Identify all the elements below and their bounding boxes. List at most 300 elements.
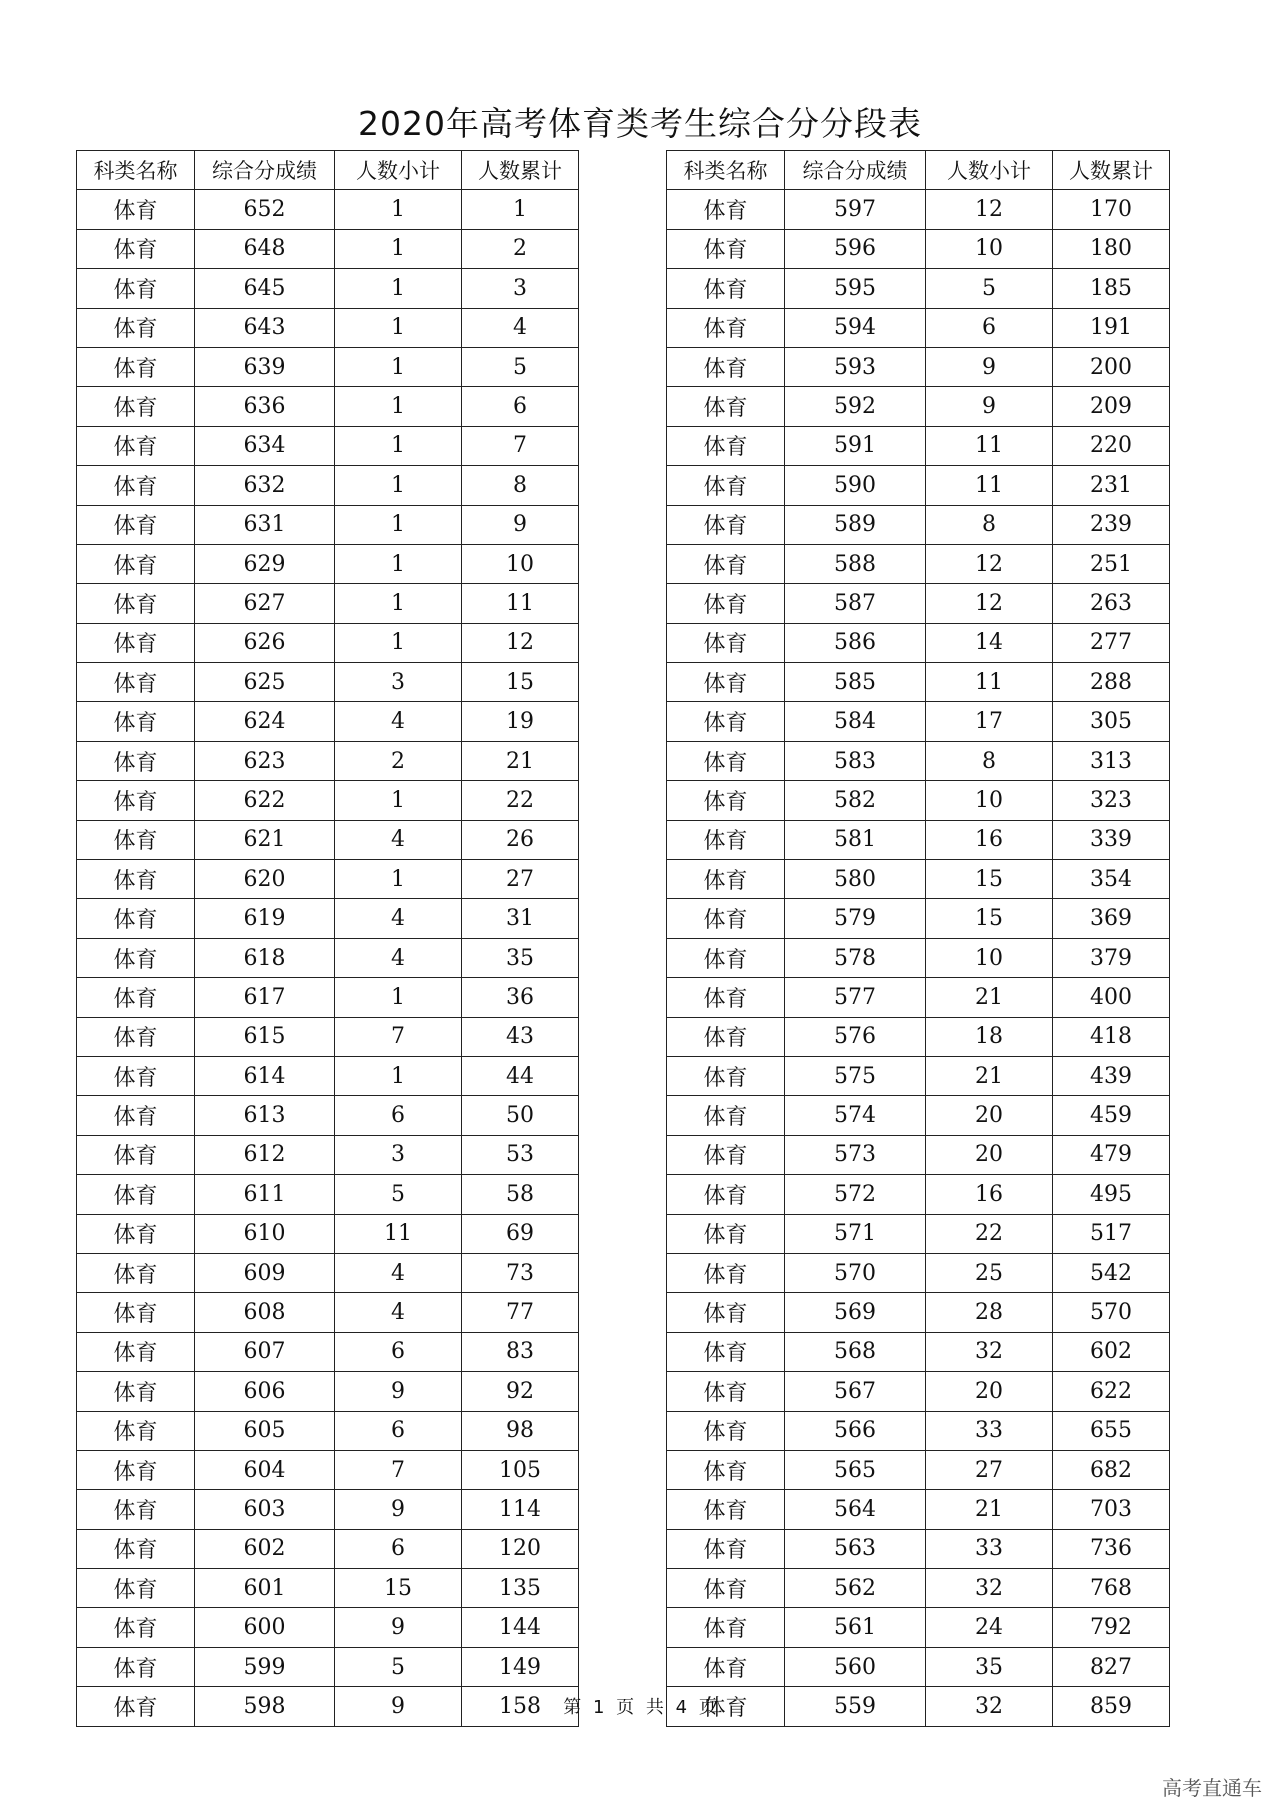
table-row (77, 466, 579, 505)
cell-count: 7 (335, 1450, 462, 1489)
page-title: 2020年高考体育类考生综合分分段表 (358, 104, 922, 143)
table-row (77, 387, 579, 426)
cell-cumulative: 44 (462, 1056, 579, 1095)
cell-cumulative: 149 (462, 1647, 579, 1686)
cell-count: 16 (926, 1175, 1053, 1214)
cell-count: 8 (926, 505, 1053, 544)
cell-score: 636 (195, 387, 335, 426)
cell-category: 体育 (667, 860, 785, 899)
cell-count: 10 (926, 938, 1053, 977)
cell-score: 560 (785, 1647, 926, 1686)
table-row (77, 584, 579, 623)
cell-count: 10 (926, 781, 1053, 820)
cell-category: 体育 (667, 1096, 785, 1135)
cell-count: 1 (335, 544, 462, 583)
cell-count: 1 (335, 860, 462, 899)
header-count: 人数小计 (335, 151, 462, 190)
cell-category: 体育 (667, 899, 785, 938)
cell-category: 体育 (77, 702, 195, 741)
cell-score: 625 (195, 663, 335, 702)
table-row (77, 1411, 579, 1450)
table-row (667, 505, 1170, 544)
cell-count: 1 (335, 584, 462, 623)
table-row (667, 1411, 1170, 1450)
cell-count: 11 (926, 426, 1053, 465)
header-cumulative: 人数累计 (1053, 151, 1170, 190)
cell-score: 618 (195, 938, 335, 977)
cell-count: 14 (926, 623, 1053, 662)
table-row (667, 387, 1170, 426)
cell-score: 592 (785, 387, 926, 426)
cell-count: 6 (335, 1096, 462, 1135)
cell-count: 4 (335, 820, 462, 859)
table-row (77, 505, 579, 544)
cell-count: 20 (926, 1135, 1053, 1174)
table-row (667, 308, 1170, 347)
header-score: 综合分成绩 (785, 151, 926, 190)
table-row (77, 1647, 579, 1686)
cell-count: 5 (335, 1647, 462, 1686)
cell-count: 2 (335, 741, 462, 780)
cell-category: 体育 (77, 978, 195, 1017)
cell-score: 567 (785, 1372, 926, 1411)
cell-cumulative: 92 (462, 1372, 579, 1411)
table-row (667, 623, 1170, 662)
table-row (77, 308, 579, 347)
cell-score: 569 (785, 1293, 926, 1332)
cell-score: 572 (785, 1175, 926, 1214)
cell-category: 体育 (77, 426, 195, 465)
cell-cumulative: 27 (462, 860, 579, 899)
table-row (667, 663, 1170, 702)
table-row (667, 1096, 1170, 1135)
cell-score: 568 (785, 1332, 926, 1371)
cell-score: 609 (195, 1253, 335, 1292)
watermark: 高考直通车 (1162, 1776, 1262, 1800)
cell-count: 9 (335, 1608, 462, 1647)
cell-score: 622 (195, 781, 335, 820)
cell-count: 32 (926, 1687, 1053, 1726)
cell-score: 565 (785, 1450, 926, 1489)
cell-score: 595 (785, 269, 926, 308)
cell-cumulative: 859 (1053, 1687, 1170, 1726)
cell-category: 体育 (667, 229, 785, 268)
table-row (667, 1490, 1170, 1529)
table-row (77, 190, 579, 229)
cell-cumulative: 602 (1053, 1332, 1170, 1371)
cell-score: 561 (785, 1608, 926, 1647)
table-row (77, 426, 579, 465)
table-row (667, 1608, 1170, 1647)
cell-cumulative: 15 (462, 663, 579, 702)
table-row (77, 229, 579, 268)
cell-cumulative: 98 (462, 1411, 579, 1450)
cell-cumulative: 339 (1053, 820, 1170, 859)
cell-category: 体育 (667, 1450, 785, 1489)
table-row (667, 1372, 1170, 1411)
cell-count: 15 (335, 1569, 462, 1608)
cell-count: 4 (335, 938, 462, 977)
cell-cumulative: 8 (462, 466, 579, 505)
cell-cumulative: 354 (1053, 860, 1170, 899)
cell-category: 体育 (667, 663, 785, 702)
cell-category: 体育 (667, 1687, 785, 1726)
cell-score: 566 (785, 1411, 926, 1450)
cell-category: 体育 (77, 781, 195, 820)
cell-score: 589 (785, 505, 926, 544)
table-row (667, 1214, 1170, 1253)
cell-count: 1 (335, 623, 462, 662)
cell-cumulative: 231 (1053, 466, 1170, 505)
table-row (667, 1175, 1170, 1214)
cell-score: 588 (785, 544, 926, 583)
cell-score: 648 (195, 229, 335, 268)
cell-category: 体育 (667, 820, 785, 859)
cell-count: 4 (335, 1253, 462, 1292)
cell-count: 1 (335, 308, 462, 347)
cell-category: 体育 (77, 269, 195, 308)
table-row (77, 741, 579, 780)
cell-score: 605 (195, 1411, 335, 1450)
table-row (77, 781, 579, 820)
cell-score: 602 (195, 1529, 335, 1568)
table-row (77, 1293, 579, 1332)
cell-count: 9 (926, 347, 1053, 386)
cell-score: 571 (785, 1214, 926, 1253)
cell-count: 6 (926, 308, 1053, 347)
cell-cumulative: 323 (1053, 781, 1170, 820)
table-row (667, 978, 1170, 1017)
cell-cumulative: 120 (462, 1529, 579, 1568)
cell-cumulative: 277 (1053, 623, 1170, 662)
cell-score: 597 (785, 190, 926, 229)
cell-score: 639 (195, 347, 335, 386)
cell-category: 体育 (667, 584, 785, 623)
cell-category: 体育 (77, 623, 195, 662)
cell-cumulative: 35 (462, 938, 579, 977)
cell-category: 体育 (667, 978, 785, 1017)
table-row (77, 1529, 579, 1568)
cell-category: 体育 (77, 308, 195, 347)
cell-category: 体育 (667, 1135, 785, 1174)
cell-score: 577 (785, 978, 926, 1017)
cell-category: 体育 (667, 1647, 785, 1686)
cell-category: 体育 (77, 1608, 195, 1647)
cell-count: 15 (926, 860, 1053, 899)
cell-score: 593 (785, 347, 926, 386)
table-header-row (667, 151, 1170, 190)
cell-category: 体育 (77, 544, 195, 583)
cell-category: 体育 (77, 1332, 195, 1371)
page-footer: 第 1 页 共 4 页 (563, 1697, 717, 1718)
table-row (77, 860, 579, 899)
cell-cumulative: 11 (462, 584, 579, 623)
cell-category: 体育 (77, 1253, 195, 1292)
cell-cumulative: 2 (462, 229, 579, 268)
cell-cumulative: 220 (1053, 426, 1170, 465)
cell-score: 612 (195, 1135, 335, 1174)
table-row (667, 347, 1170, 386)
cell-count: 28 (926, 1293, 1053, 1332)
table-row (667, 1450, 1170, 1489)
cell-category: 体育 (667, 544, 785, 583)
cell-count: 1 (335, 190, 462, 229)
table-row (667, 1056, 1170, 1095)
cell-cumulative: 77 (462, 1293, 579, 1332)
cell-category: 体育 (77, 466, 195, 505)
table-row (77, 1017, 579, 1056)
cell-score: 606 (195, 1372, 335, 1411)
cell-count: 32 (926, 1569, 1053, 1608)
cell-count: 33 (926, 1411, 1053, 1450)
table-row (77, 1056, 579, 1095)
cell-cumulative: 1 (462, 190, 579, 229)
table-row (667, 269, 1170, 308)
cell-cumulative: 26 (462, 820, 579, 859)
cell-category: 体育 (667, 1372, 785, 1411)
cell-score: 585 (785, 663, 926, 702)
cell-cumulative: 53 (462, 1135, 579, 1174)
cell-cumulative: 439 (1053, 1056, 1170, 1095)
cell-count: 4 (335, 899, 462, 938)
table-header-row (77, 151, 579, 190)
table-row (77, 1450, 579, 1489)
cell-count: 1 (335, 426, 462, 465)
table-row (667, 860, 1170, 899)
cell-cumulative: 736 (1053, 1529, 1170, 1568)
cell-cumulative: 400 (1053, 978, 1170, 1017)
cell-cumulative: 43 (462, 1017, 579, 1056)
cell-category: 体育 (77, 820, 195, 859)
cell-score: 623 (195, 741, 335, 780)
cell-cumulative: 792 (1053, 1608, 1170, 1647)
cell-score: 610 (195, 1214, 335, 1253)
table-row (77, 1175, 579, 1214)
cell-score: 570 (785, 1253, 926, 1292)
table-row (77, 1214, 579, 1253)
table-row (667, 584, 1170, 623)
header-score: 综合分成绩 (195, 151, 335, 190)
table-row (667, 426, 1170, 465)
table-row (667, 1253, 1170, 1292)
table-row (77, 899, 579, 938)
cell-score: 563 (785, 1529, 926, 1568)
cell-score: 574 (785, 1096, 926, 1135)
cell-count: 1 (335, 1056, 462, 1095)
cell-cumulative: 209 (1053, 387, 1170, 426)
cell-score: 581 (785, 820, 926, 859)
cell-cumulative: 7 (462, 426, 579, 465)
cell-count: 3 (335, 1135, 462, 1174)
score-table-right (666, 150, 1170, 1727)
cell-cumulative: 180 (1053, 229, 1170, 268)
cell-category: 体育 (77, 1411, 195, 1450)
cell-score: 600 (195, 1608, 335, 1647)
table-row (667, 190, 1170, 229)
cell-cumulative: 114 (462, 1490, 579, 1529)
cell-score: 652 (195, 190, 335, 229)
table-row (77, 938, 579, 977)
cell-category: 体育 (77, 663, 195, 702)
cell-count: 4 (335, 702, 462, 741)
cell-category: 体育 (77, 190, 195, 229)
cell-category: 体育 (667, 308, 785, 347)
table-row (667, 781, 1170, 820)
cell-count: 27 (926, 1450, 1053, 1489)
cell-cumulative: 6 (462, 387, 579, 426)
table-row (77, 1608, 579, 1647)
cell-score: 615 (195, 1017, 335, 1056)
cell-cumulative: 479 (1053, 1135, 1170, 1174)
table-row (77, 1096, 579, 1135)
table-row (667, 938, 1170, 977)
cell-category: 体育 (667, 1175, 785, 1214)
cell-score: 634 (195, 426, 335, 465)
cell-count: 1 (335, 269, 462, 308)
cell-score: 601 (195, 1569, 335, 1608)
cell-count: 1 (335, 978, 462, 1017)
cell-count: 12 (926, 190, 1053, 229)
cell-cumulative: 263 (1053, 584, 1170, 623)
cell-category: 体育 (77, 1096, 195, 1135)
cell-category: 体育 (77, 1490, 195, 1529)
table-row (667, 1135, 1170, 1174)
cell-category: 体育 (77, 1647, 195, 1686)
cell-cumulative: 251 (1053, 544, 1170, 583)
cell-category: 体育 (667, 1056, 785, 1095)
table-row (667, 1017, 1170, 1056)
header-category: 科类名称 (667, 151, 785, 190)
cell-count: 21 (926, 1490, 1053, 1529)
cell-cumulative: 158 (462, 1687, 579, 1726)
cell-category: 体育 (77, 1293, 195, 1332)
cell-score: 611 (195, 1175, 335, 1214)
cell-score: 614 (195, 1056, 335, 1095)
cell-score: 587 (785, 584, 926, 623)
cell-category: 体育 (667, 387, 785, 426)
cell-count: 22 (926, 1214, 1053, 1253)
cell-category: 体育 (77, 1450, 195, 1489)
cell-category: 体育 (667, 938, 785, 977)
cell-category: 体育 (77, 1214, 195, 1253)
cell-score: 576 (785, 1017, 926, 1056)
cell-score: 627 (195, 584, 335, 623)
cell-score: 583 (785, 741, 926, 780)
table-row (667, 1332, 1170, 1371)
cell-cumulative: 31 (462, 899, 579, 938)
cell-count: 1 (335, 505, 462, 544)
table-row (77, 978, 579, 1017)
cell-score: 594 (785, 308, 926, 347)
cell-cumulative: 19 (462, 702, 579, 741)
cell-count: 8 (926, 741, 1053, 780)
cell-score: 559 (785, 1687, 926, 1726)
cell-score: 626 (195, 623, 335, 662)
cell-score: 575 (785, 1056, 926, 1095)
cell-score: 582 (785, 781, 926, 820)
table-row (77, 1253, 579, 1292)
cell-category: 体育 (667, 623, 785, 662)
cell-cumulative: 170 (1053, 190, 1170, 229)
cell-cumulative: 50 (462, 1096, 579, 1135)
cell-category: 体育 (77, 387, 195, 426)
cell-category: 体育 (77, 229, 195, 268)
cell-score: 578 (785, 938, 926, 977)
cell-cumulative: 21 (462, 741, 579, 780)
cell-score: 631 (195, 505, 335, 544)
cell-count: 9 (335, 1687, 462, 1726)
cell-cumulative: 369 (1053, 899, 1170, 938)
cell-cumulative: 5 (462, 347, 579, 386)
cell-cumulative: 459 (1053, 1096, 1170, 1135)
cell-category: 体育 (667, 1411, 785, 1450)
cell-category: 体育 (667, 426, 785, 465)
cell-score: 607 (195, 1332, 335, 1371)
cell-score: 613 (195, 1096, 335, 1135)
cell-count: 9 (335, 1372, 462, 1411)
cell-category: 体育 (77, 1529, 195, 1568)
cell-count: 9 (926, 387, 1053, 426)
cell-count: 20 (926, 1096, 1053, 1135)
cell-count: 4 (335, 1293, 462, 1332)
cell-category: 体育 (77, 1175, 195, 1214)
cell-score: 591 (785, 426, 926, 465)
cell-count: 21 (926, 1056, 1053, 1095)
cell-count: 33 (926, 1529, 1053, 1568)
cell-count: 10 (926, 229, 1053, 268)
cell-category: 体育 (77, 1017, 195, 1056)
cell-cumulative: 655 (1053, 1411, 1170, 1450)
cell-count: 5 (335, 1175, 462, 1214)
table-row (77, 347, 579, 386)
cell-category: 体育 (77, 1569, 195, 1608)
cell-category: 体育 (667, 1332, 785, 1371)
cell-category: 体育 (77, 1372, 195, 1411)
cell-cumulative: 827 (1053, 1647, 1170, 1686)
score-table-left (76, 150, 579, 1727)
cell-count: 11 (926, 663, 1053, 702)
cell-cumulative: 418 (1053, 1017, 1170, 1056)
cell-category: 体育 (77, 899, 195, 938)
cell-cumulative: 288 (1053, 663, 1170, 702)
cell-count: 6 (335, 1411, 462, 1450)
cell-category: 体育 (77, 584, 195, 623)
cell-count: 15 (926, 899, 1053, 938)
table-row (77, 702, 579, 741)
cell-category: 体育 (667, 466, 785, 505)
cell-score: 562 (785, 1569, 926, 1608)
cell-score: 608 (195, 1293, 335, 1332)
cell-category: 体育 (77, 1056, 195, 1095)
cell-count: 1 (335, 466, 462, 505)
cell-cumulative: 36 (462, 978, 579, 1017)
cell-category: 体育 (667, 1569, 785, 1608)
table-row (667, 899, 1170, 938)
cell-cumulative: 22 (462, 781, 579, 820)
cell-count: 7 (335, 1017, 462, 1056)
cell-cumulative: 768 (1053, 1569, 1170, 1608)
cell-count: 16 (926, 820, 1053, 859)
cell-cumulative: 105 (462, 1450, 579, 1489)
cell-count: 25 (926, 1253, 1053, 1292)
cell-score: 619 (195, 899, 335, 938)
header-category: 科类名称 (77, 151, 195, 190)
cell-cumulative: 83 (462, 1332, 579, 1371)
cell-score: 632 (195, 466, 335, 505)
cell-count: 3 (335, 663, 462, 702)
cell-cumulative: 570 (1053, 1293, 1170, 1332)
cell-category: 体育 (667, 1529, 785, 1568)
